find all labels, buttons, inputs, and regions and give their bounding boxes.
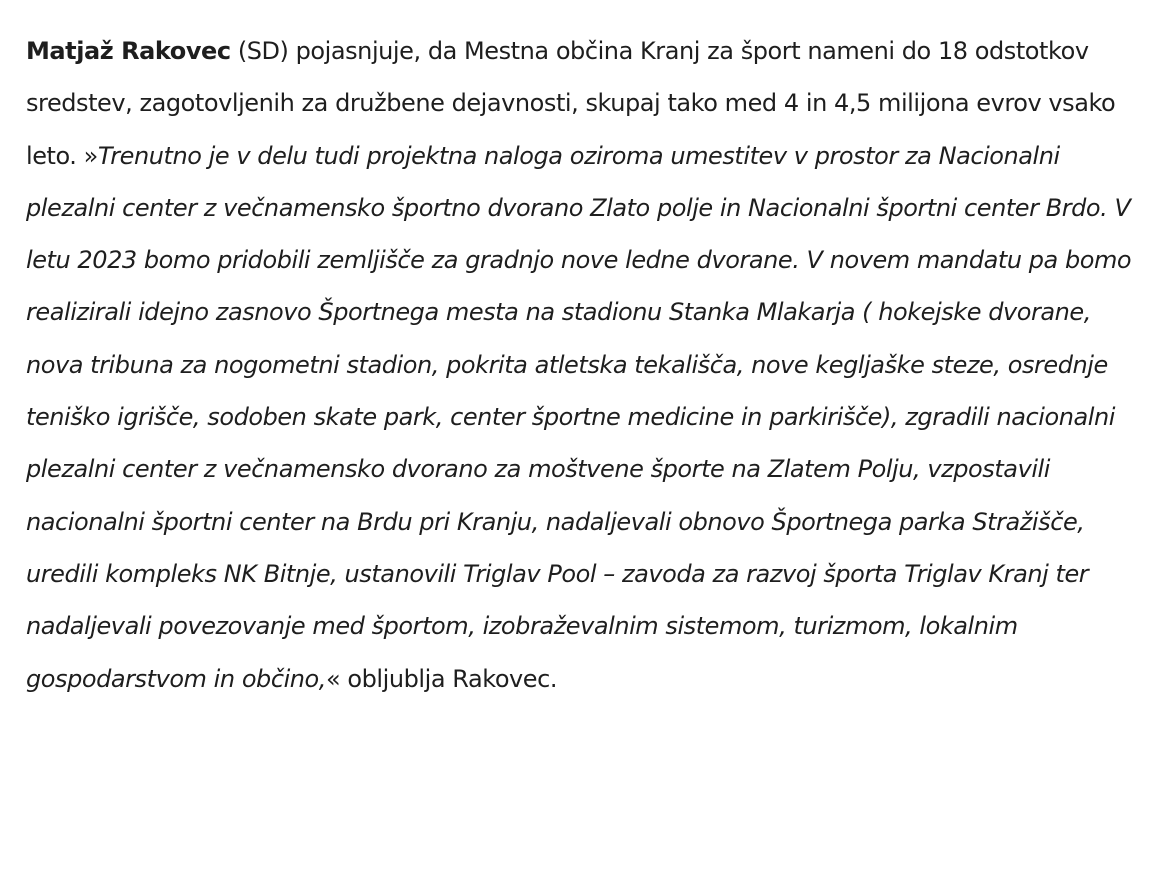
author-name: Matjaž Rakovec <box>26 37 231 65</box>
paragraph-outro: « obljublja Rakovec. <box>325 664 558 693</box>
quoted-statement: Trenutno je v delu tudi projektna naloga oziroma umestitev v prostor za Nacionalni plezalni center z večnamensko športno dvorano Zlato polje in Nacionalni športni center Brdo. V letu 2023 bomo pridobili zemljišče za gradnjo nove ledne dvorane. V novem mandatu pa bomo realizirali idejno zasnovo Športnega mesta na stadionu Stanka Mlakarja ( hokejske dvorane, nova tribuna za nogometni stadion, pokrita atletska tekališča, nove kegljaške steze, osrednje teniško igrišče, sodoben skate park, center športne medicine in parkirišče), zgradili nacionalni plezalni center z večnamensko dvorano za moštvene športe na Zlatem Polju, vzpostavili nacionalni športni center na Brdu pri Kranju, nadaljevali obnovo Športnega parka Stražišče, uredili kompleks NK Bitnje, ustanovili Triglav Pool – zavoda za razvoj športa Triglav Kranj ter nadaljevali povezovanje med športom, izobraževalnim sistemom, turizmom, lokalnim gospodarstvom in občino, <box>26 141 1132 693</box>
article-paragraph <box>26 25 1140 705</box>
paragraph-intro: (SD) pojasnjuje, da Mestna občina Kranj za šport nameni do 18 odstotkov sredstev, zagotovljenih za družbene dejavnosti, skupaj tako med 4 in 4,5 milijona evrov vsako leto. » <box>26 37 1116 170</box>
